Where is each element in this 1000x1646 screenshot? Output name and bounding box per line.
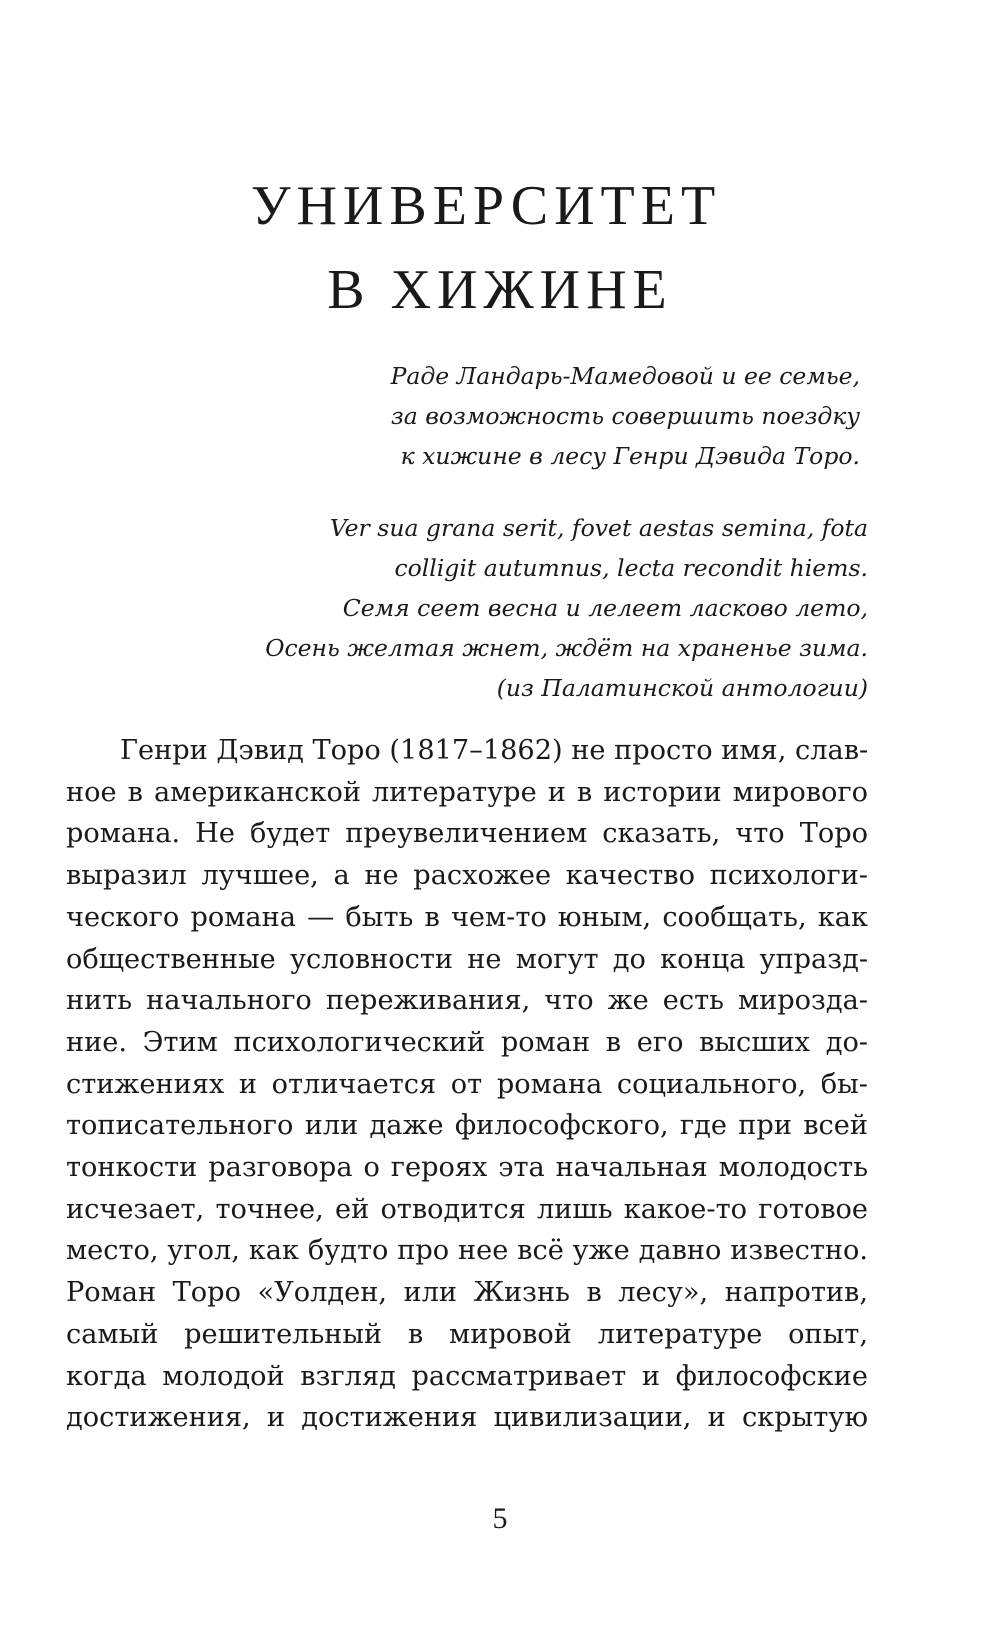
body-paragraph	[66, 730, 868, 1439]
dedication-line: к хижине в лесу Генри Дэвида Торо.	[400, 442, 860, 470]
body-line: стижениях и отличается от романа социального, бы-	[66, 1068, 868, 1100]
dedication	[220, 356, 860, 476]
body-line: Роман Торо «Уолден, или Жизнь в лесу», напротив,	[66, 1277, 868, 1309]
epigraph-line: Ver sua grana serit, fovet aestas semina, fota	[329, 514, 868, 542]
epigraph-line: Осень желтая жнет, ждёт на храненье зима.	[265, 634, 868, 662]
body-line: нить начального переживания, что же есть мирозда-	[66, 985, 868, 1017]
epigraph-source: (из Палатинской антологии)	[496, 674, 868, 702]
dedication-line: за возможность совершить поездку	[390, 402, 860, 430]
body-line: общественные условности не могут до конца упразд-	[66, 943, 868, 975]
page-number: 5	[492, 1502, 508, 1535]
chapter-title-line-1: УНИВЕРСИТЕТ	[250, 175, 722, 237]
body-line: когда молодой взгляд рассматривает и философские	[66, 1360, 868, 1392]
body-line: самый решительный в мировой литературе опыт,	[66, 1318, 868, 1350]
body-line: тонкости разговора о героях эта начальная молодость	[66, 1152, 868, 1184]
epigraph-line: colligit autumnus, lecta recondit hiems.	[394, 554, 868, 582]
body-line: романа. Не будет преувеличением сказать, что Торо	[66, 818, 868, 850]
body-line: ние. Этим психологический роман в его высших до-	[66, 1026, 868, 1058]
chapter-title-line-2: В ХИЖИНЕ	[327, 259, 673, 321]
body-line: ное в американской литературе и в истории мирового	[66, 776, 868, 808]
body-line: ческого романа — быть в чем-то юным, сообщать, как	[66, 901, 868, 933]
body-line: достижения, и достижения цивилизации, и скрытую	[66, 1402, 868, 1434]
body-line: выразил лучшее, а не расхожее качество психологи-	[66, 860, 868, 892]
body-line: Генри Дэвид Торо (1817–1862) не просто имя, слав-	[120, 735, 869, 766]
dedication-line: Раде Ландарь-Мамедовой и ее семье,	[390, 362, 860, 390]
body-line: место, угол, как будто про нее всё уже давно известно.	[66, 1235, 868, 1267]
body-line: исчезает, точнее, ей отводится лишь какое-то готовое	[66, 1193, 868, 1225]
epigraph-line: Семя сеет весна и лелеет ласково лето,	[342, 594, 868, 622]
epigraph	[228, 508, 868, 708]
body-line: тописательного или даже философского, где при всей	[66, 1110, 868, 1142]
